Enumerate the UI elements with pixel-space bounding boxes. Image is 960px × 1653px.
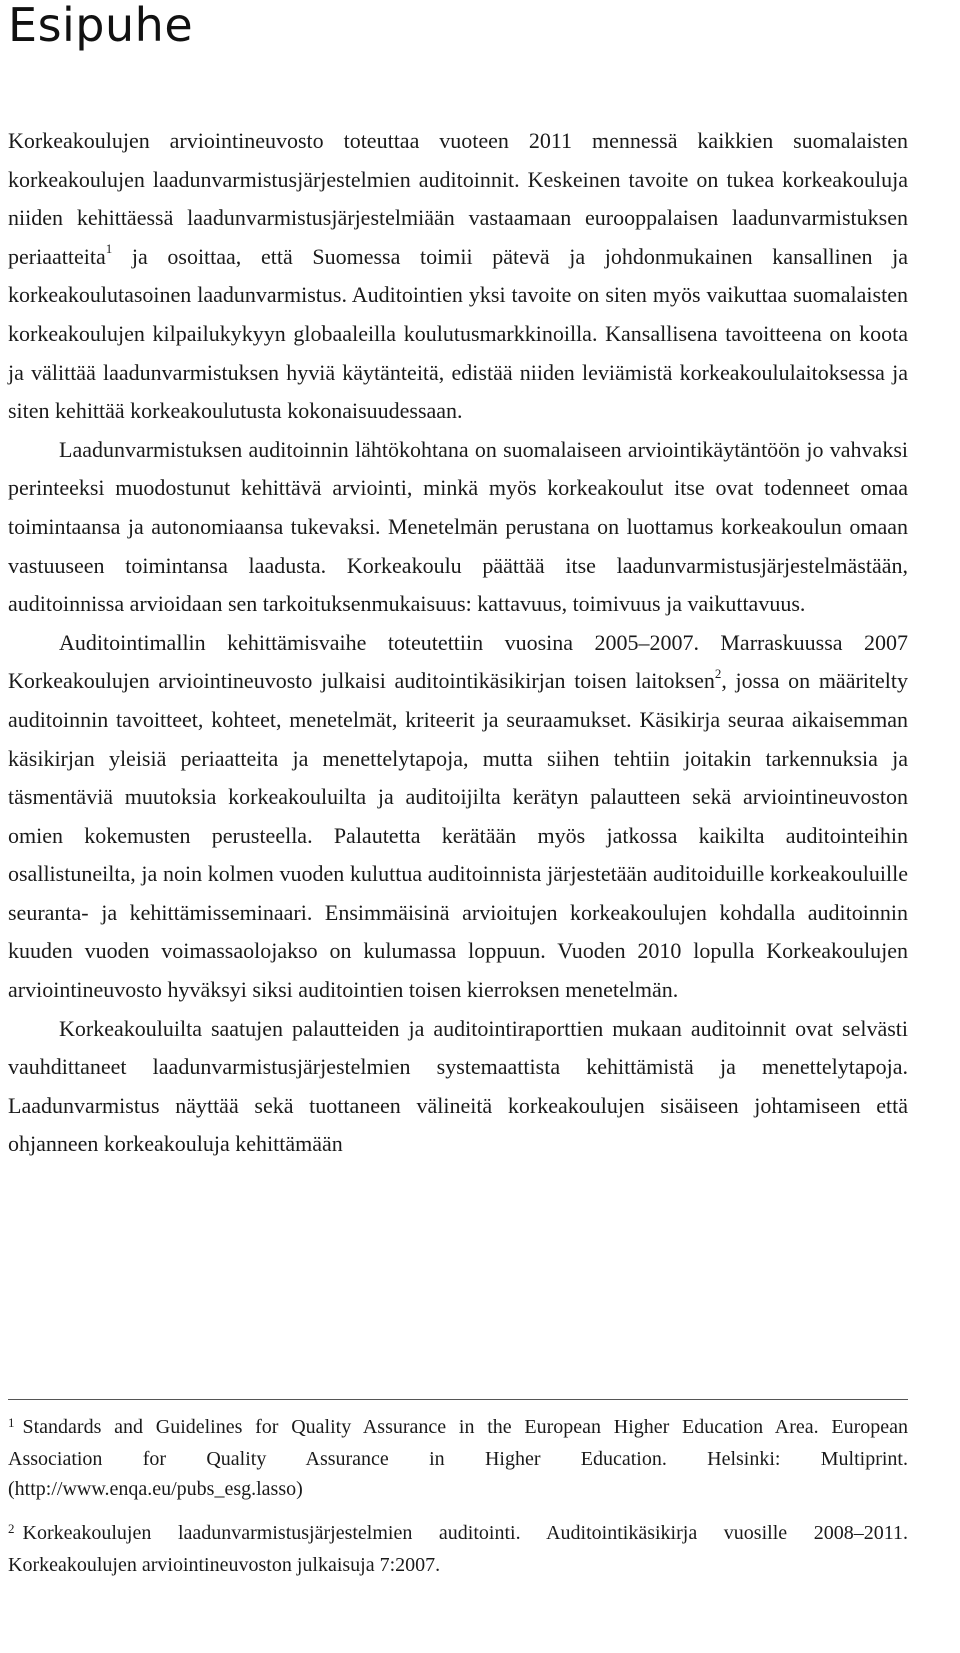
body-text: [8, 122, 908, 1164]
paragraph-3-text-a: Auditointimallin kehittämisvaihe toteutettiin vuosina 2005–2007. Marraskuussa 2007 Korkeakoulujen arviointineuvosto julkaisi auditointikäsikirjan toisen laitoksen: [8, 629, 908, 694]
page-title: Esipuhe: [8, 0, 194, 52]
footnote-divider: [8, 1399, 908, 1400]
paragraph-3: [8, 624, 908, 1010]
paragraph-1-text-b: ja osoittaa, että Suomessa toimii pätevä ja johdonmukainen kansallinen ja korkeakoulutasoinen laadunvarmistus. Auditointien yksi tavoite on siten myös vaikuttaa suomalaisten korkeakoulujen kilpailukykyyn globaaleilla koulutusmarkkinoilla. Kansallisena tavoitteena on koota ja välittää laadunvarmistuksen hyviä käytänteitä, edistää niiden leviämistä korkeakoululaitoksessa ja siten kehittää korkeakoulutusta kokonaisuudessaan.: [8, 243, 908, 424]
footnote-2: [8, 1518, 908, 1580]
paragraph-4-text: Korkeakouluilta saatujen palautteiden ja auditointiraporttien mukaan auditoinnit ovat selvästi vauhdittaneet laadunvarmistusjärjestelmien systemaattista kehittämistä ja menettelytapoja. Laadunvarmistus näyttää sekä tuottaneen välineitä korkeakoulujen sisäiseen johtamiseen että ohjanneen korkeakouluja kehittämään: [8, 1015, 908, 1157]
footnote-1-number: 1: [8, 1415, 15, 1430]
footnote-2-number: 2: [8, 1521, 15, 1536]
paragraph-1: [8, 122, 908, 431]
paragraph-2-text: Laadunvarmistuksen auditoinnin lähtökohtana on suomalaiseen arviointikäytäntöön jo vahvaksi perinteeksi muodostunut kehittävä arviointi, minkä myös korkeakoulut itse ovat todenneet omaa toimintaansa ja autonomiaansa tukevaksi. Menetelmän perustana on luottamus korkeakoulun omaan vastuuseen toimintansa laadusta. Korkeakoulu päättää itse laadunvarmistusjärjestelmästään, auditoinnissa arvioidaan sen tarkoituksenmukaisuus: kattavuus, toimivuus ja vaikuttavuus.: [8, 436, 908, 617]
footnotes: [8, 1412, 908, 1594]
document-page: [8, 0, 908, 1576]
footnote-ref-1[interactable]: 1: [105, 241, 113, 257]
footnote-1-text: Standards and Guidelines for Quality Assurance in the European Higher Education Area. European Association for Quality Assurance in Higher Education. Helsinki: Multiprint. (http://www.enqa.eu/pubs_esg.lasso): [8, 1416, 908, 1500]
paragraph-3-text-b: , jossa on määritelty auditoinnin tavoitteet, kohteet, menetelmät, kriteerit ja seuraamukset. Käsikirja seuraa aikaisemman käsikirjan yleisiä periaatteita ja menettelytapoja, mutta siihen tehtiin joitakin tarkennuksia ja täsmentäviä muutoksia korkeakouluilta ja auditoijilta kerätyn palautteen sekä arviointineuvoston omien kokemusten perusteella. Palautetta kerätään myös jatkossa kaikilta auditointeihin osallistuneilta, ja noin kolmen vuoden kuluttua auditoinnista järjestetään auditoiduille korkeakouluille seuranta- ja kehittämisseminaari. Ensimmäisinä arvioitujen korkeakoulujen kohdalla auditoinnin kuuden vuoden voimassaolojakso on kulumassa loppuun. Vuoden 2010 lopulla Korkeakoulujen arviointineuvosto hyväksyi siksi auditointien toisen kierroksen menetelmän.: [8, 668, 908, 1003]
footnote-ref-2[interactable]: 2: [714, 665, 722, 681]
paragraph-2: [8, 431, 908, 624]
footnote-1: [8, 1412, 908, 1504]
paragraph-4: [8, 1010, 908, 1164]
footnote-2-text: Korkeakoulujen laadunvarmistusjärjestelmien auditointi. Auditointikäsikirja vuosille 2008–2011. Korkeakoulujen arviointineuvoston julkaisuja 7:2007.: [8, 1522, 908, 1576]
paragraph-1-text-a: Korkeakoulujen arviointineuvosto toteuttaa vuoteen 2011 mennessä kaikkien suomalaisten korkeakoulujen laadunvarmistusjärjestelmien auditoinnit. Keskeinen tavoite on tukea korkeakouluja niiden kehittäessä laadunvarmistusjärjestelmiään vastaamaan eurooppalaisen laadunvarmistuksen periaatteita: [8, 128, 908, 269]
